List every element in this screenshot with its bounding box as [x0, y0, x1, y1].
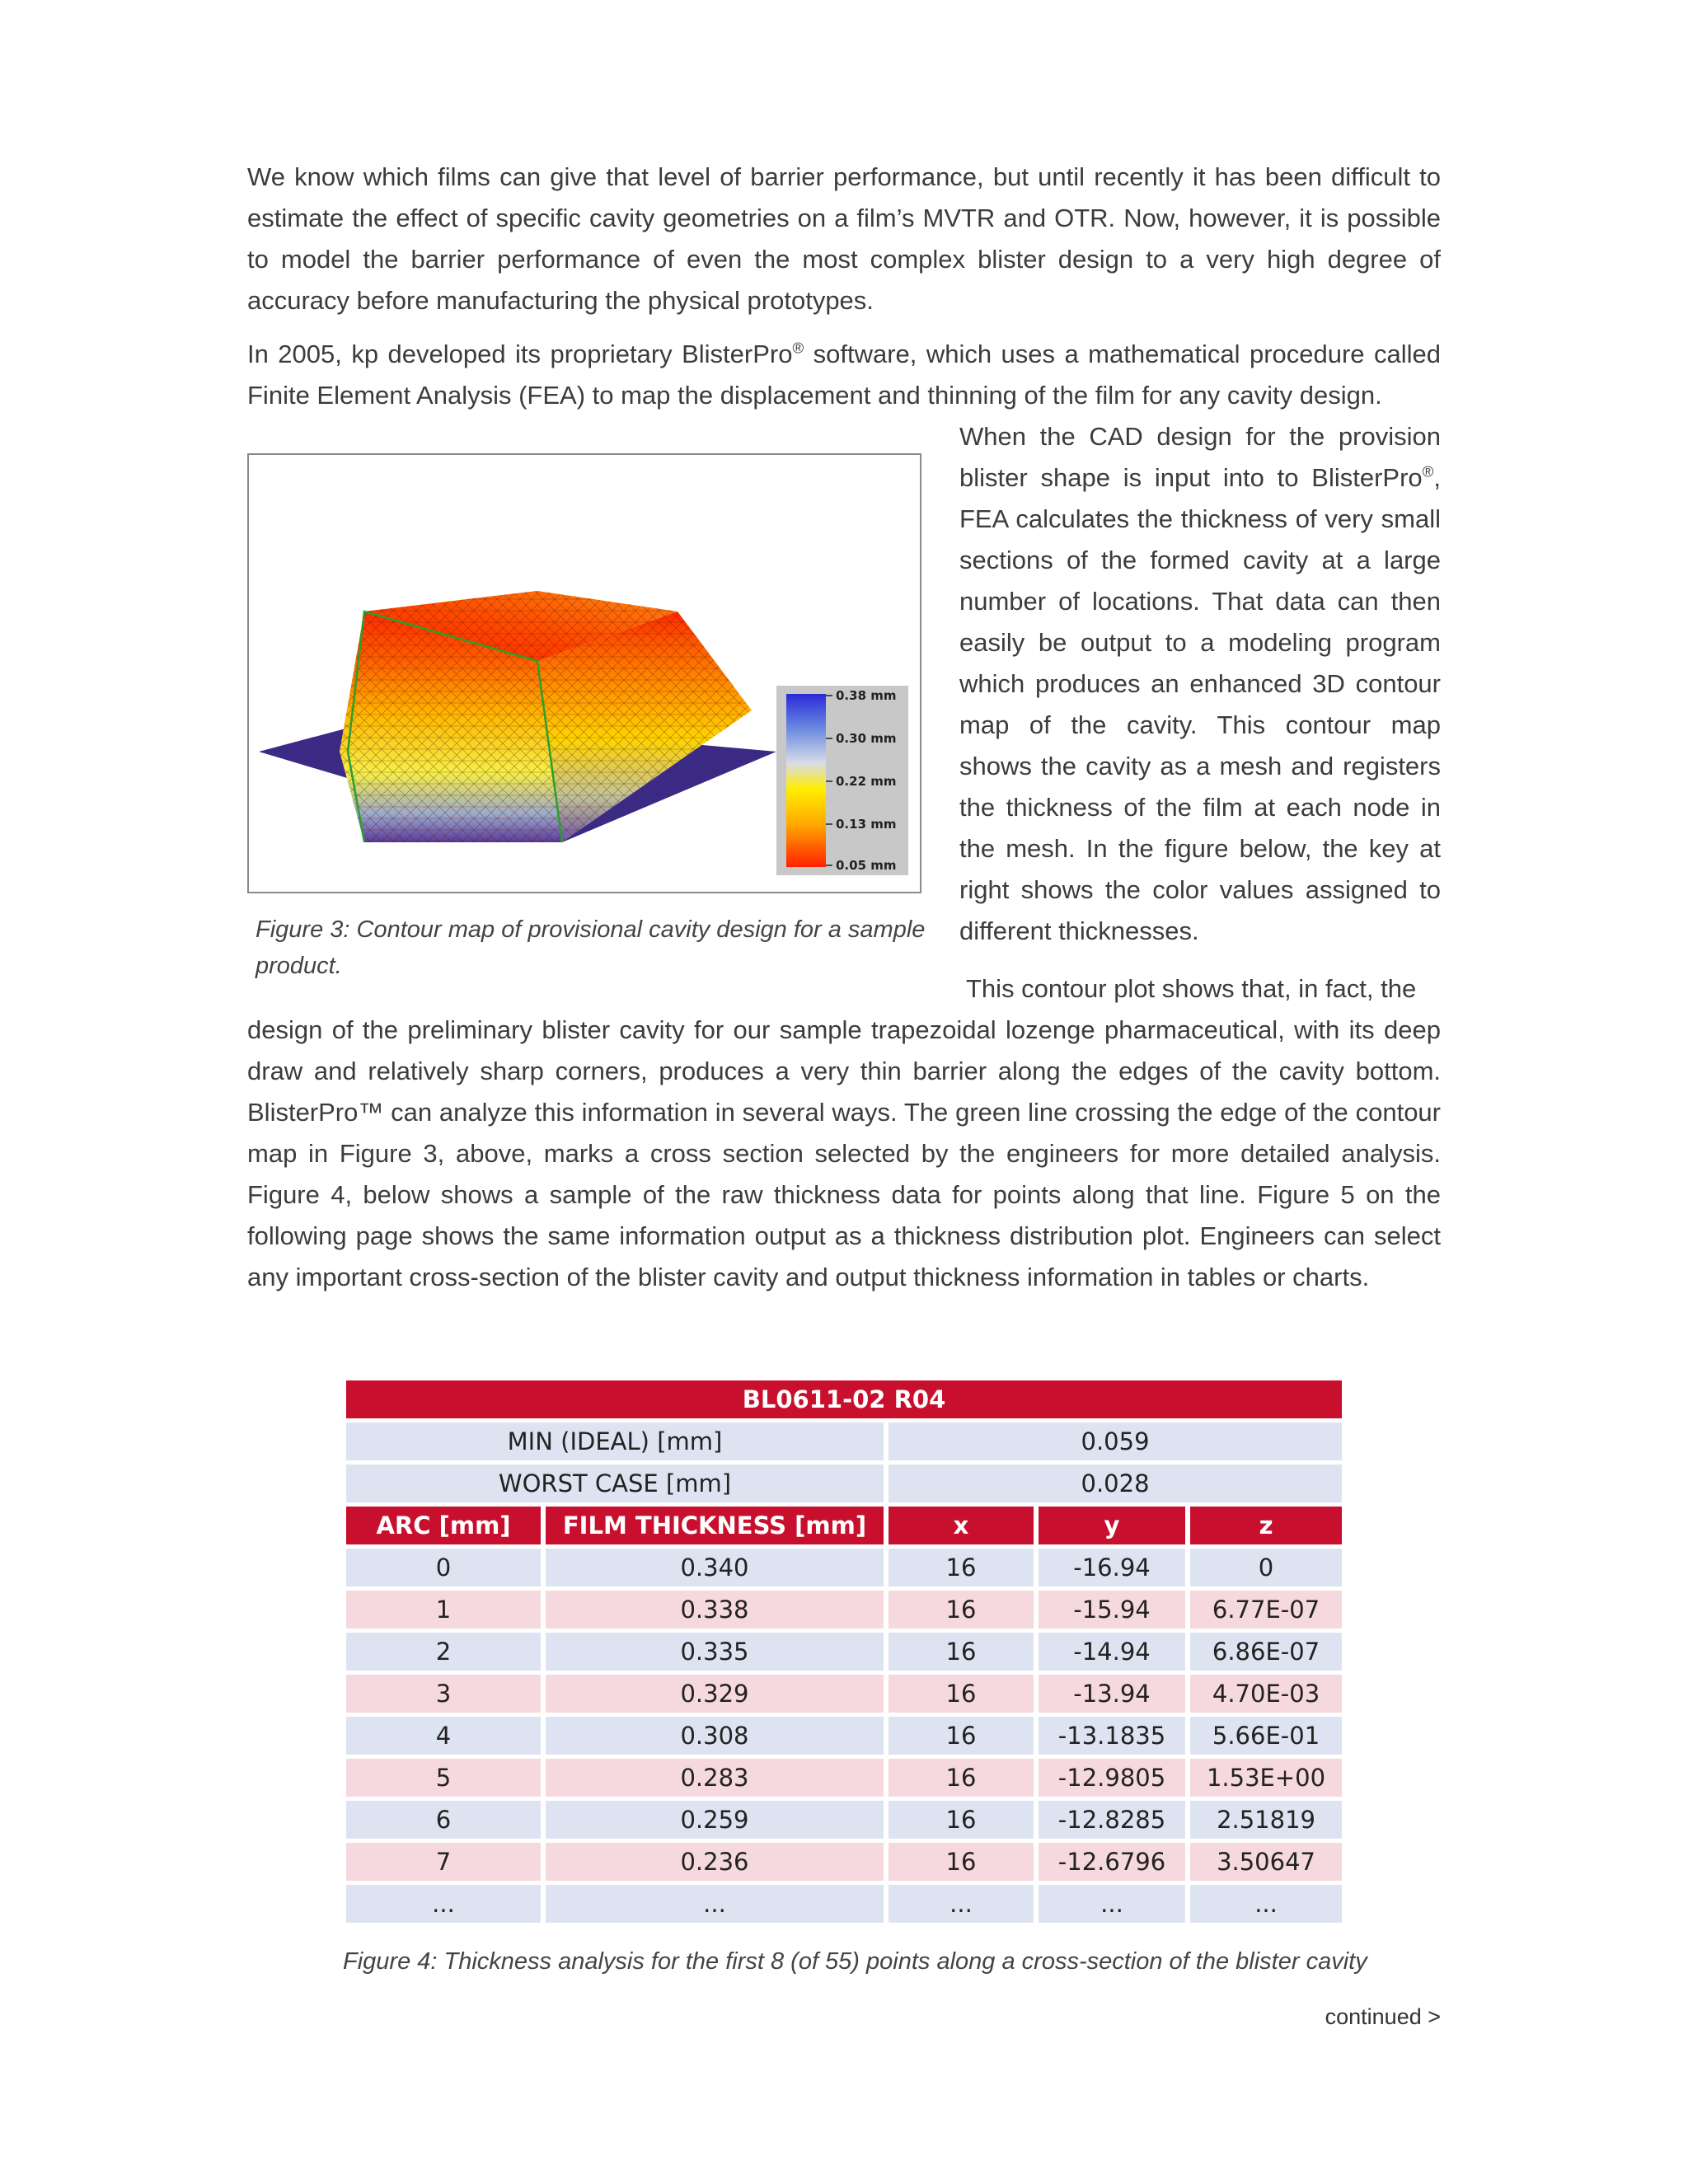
table-row: 3 0.329 16 -13.94 4.70E-03 — [346, 1675, 1342, 1713]
table-row: 1 0.338 16 -15.94 6.77E-07 — [346, 1591, 1342, 1629]
table-row: 5 0.283 16 -12.9805 1.53E+00 — [346, 1759, 1342, 1797]
legend-color-bar — [786, 694, 826, 867]
column-header-y: y — [1039, 1507, 1185, 1544]
column-header-z: z — [1190, 1507, 1342, 1544]
table-row: 7 0.236 16 -12.6796 3.50647 — [346, 1843, 1342, 1881]
registered-mark: ® — [1422, 462, 1434, 480]
legend-label: 0.30 mm — [836, 731, 897, 746]
table-row: ... ... ... ... ... — [346, 1885, 1342, 1923]
table-row: 2 0.335 16 -14.94 6.86E-07 — [346, 1633, 1342, 1671]
legend-label: 0.38 mm — [836, 688, 897, 703]
paragraph-fea: When the CAD design for the provision blister shape is input into to BlisterPro®, FEA calculates the thickness of very small sections of the formed cavity at a large number of locations. That data can then easily be output to a modeling program which produces an enhanced 3D contour map of the cavity. This contour map shows the cavity as a mesh and registers the thickness of the film at each node in the mesh. In the figure below, the key at right shows the color values assigned to different thicknesses. — [959, 422, 1441, 945]
figure4-caption: Figure 4: Thickness analysis for the first 8 (of 55) points along a cross-section of the blister cavity — [343, 1948, 1367, 1975]
table-row: 6 0.259 16 -12.8285 2.51819 — [346, 1801, 1342, 1839]
contour-map-image — [249, 455, 920, 892]
continued-link[interactable]: continued > — [1325, 2004, 1441, 2029]
table-title: BL0611-02 R04 — [346, 1380, 1342, 1418]
min-ideal-label: MIN (IDEAL) [mm] — [346, 1422, 884, 1460]
legend-label: 0.22 mm — [836, 774, 897, 789]
worst-case-value: 0.028 — [889, 1465, 1342, 1502]
registered-mark: ® — [792, 339, 804, 357]
column-header-x: x — [889, 1507, 1034, 1544]
thickness-table — [341, 1376, 1347, 1927]
paragraph-contour-analysis: design of the preliminary blister cavity for our sample trapezoidal lozenge pharmaceutical, with its deep draw and relatively sharp corners, produces a very thin barrier along the edges of the cavity bottom. BlisterPro™ can analyze this information in several ways. The green line crossing the edge of the contour map in Figure 3, above, marks a cross section selected by the engineers for more detailed analysis. Figure 4, below shows a sample of the raw thickness data for points along that line. Figure 5 on the following page shows the same information output as a thickness distribution plot. Engineers can select any important cross-section of the blister cavity and output thickness information in tables or charts. — [247, 1015, 1441, 1291]
paragraph-contour-start: This contour plot shows that, in fact, the — [966, 974, 1417, 1003]
paragraph-intro: We know which films can give that level of barrier performance, but until recently it has been difficult to estimate the effect of specific cavity geometries on a film’s MVTR and OTR. Now, however, it is possible to model the barrier performance of even the most complex blister design to a very high degree of accuracy before manufacturing the physical prototypes. — [247, 162, 1441, 315]
contour-map-figure — [247, 453, 921, 893]
min-ideal-value: 0.059 — [889, 1422, 1342, 1460]
column-header-arc: ARC [mm] — [346, 1507, 541, 1544]
worst-case-label: WORST CASE [mm] — [346, 1465, 884, 1502]
legend-label: 0.05 mm — [836, 858, 897, 873]
table-row: 0 0.340 16 -16.94 0 — [346, 1549, 1342, 1586]
table-row: 4 0.308 16 -13.1835 5.66E-01 — [346, 1717, 1342, 1755]
paragraph-blisterpro: In 2005, kp developed its proprietary BlisterPro® software, which uses a mathematical procedure called Finite Element Analysis (FEA) to map the displacement and thinning of the film for any cavity design. — [247, 339, 1441, 410]
figure3-caption: Figure 3: Contour map of provisional cavity design for a sample product. — [256, 916, 926, 979]
legend-label: 0.13 mm — [836, 817, 897, 832]
column-header-film-thickness: FILM THICKNESS [mm] — [546, 1507, 884, 1544]
